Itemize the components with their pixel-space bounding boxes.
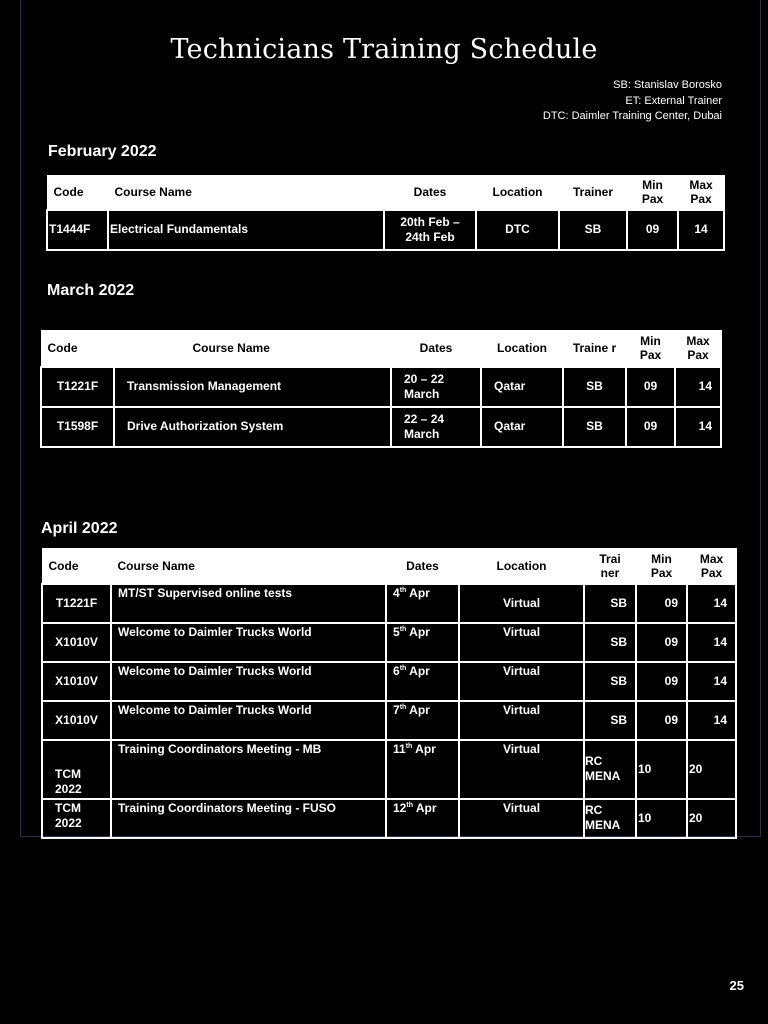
- cell-dates: 12th Apr: [386, 799, 459, 838]
- cell-min-pax: 09: [626, 367, 675, 407]
- header-code: Code: [41, 331, 114, 367]
- cell-trainer: SB: [584, 701, 636, 740]
- month-heading-march: March 2022: [47, 282, 135, 299]
- cell-code: T1598F: [41, 407, 114, 447]
- header-min-pax: Min Pax: [626, 331, 675, 367]
- schedule-table-march: [40, 330, 722, 448]
- cell-dates: 20th Feb – 24th Feb: [384, 210, 476, 250]
- header-max-pax: Max Pax: [675, 331, 721, 367]
- header-trainer: Trainer: [559, 176, 627, 210]
- cell-code: T1221F: [42, 584, 111, 623]
- cell-max-pax: 14: [687, 662, 736, 701]
- cell-code: TCM 2022: [42, 740, 111, 799]
- cell-trainer: RC MENA: [584, 799, 636, 838]
- cell-trainer: SB: [563, 367, 626, 407]
- header-trainer: Trai ner: [584, 549, 636, 584]
- table-row: [42, 701, 736, 740]
- cell-dates: 20 – 22 March: [391, 367, 481, 407]
- cell-code: X1010V: [42, 662, 111, 701]
- table-row: [42, 584, 736, 623]
- table-row: [42, 740, 736, 799]
- cell-max-pax: 14: [675, 367, 721, 407]
- cell-course-name: Training Coordinators Meeting - MB: [111, 740, 386, 799]
- header-code: Code: [42, 549, 111, 584]
- header-location: Location: [459, 549, 584, 584]
- cell-course-name: Training Coordinators Meeting - FUSO: [111, 799, 386, 838]
- table-row: [42, 799, 736, 838]
- header-min-pax: Min Pax: [636, 549, 687, 584]
- header-course-name: Course Name: [108, 176, 384, 210]
- cell-trainer: SB: [584, 623, 636, 662]
- cell-min-pax: 09: [636, 701, 687, 740]
- header-location: Location: [481, 331, 563, 367]
- month-heading-april: April 2022: [41, 520, 118, 537]
- cell-location: Virtual: [459, 623, 584, 662]
- header-course-name: Course Name: [111, 549, 386, 584]
- cell-course-name: Welcome to Daimler Trucks World: [111, 662, 386, 701]
- cell-max-pax: 20: [687, 740, 736, 799]
- header-max-pax: Max Pax: [678, 176, 724, 210]
- cell-location: DTC: [476, 210, 559, 250]
- cell-min-pax: 10: [636, 740, 687, 799]
- cell-min-pax: 09: [636, 662, 687, 701]
- header-min-pax: Min Pax: [627, 176, 678, 210]
- header-trainer: Traine r: [563, 331, 626, 367]
- cell-trainer: SB: [563, 407, 626, 447]
- legend-dtc: DTC: Daimler Training Center, Dubai: [542, 110, 722, 122]
- cell-trainer: SB: [584, 662, 636, 701]
- month-heading-february: February 2022: [48, 143, 157, 160]
- cell-max-pax: 14: [687, 584, 736, 623]
- cell-min-pax: 09: [636, 584, 687, 623]
- cell-course-name: Welcome to Daimler Trucks World: [111, 701, 386, 740]
- cell-max-pax: 14: [678, 210, 724, 250]
- cell-code: X1010V: [42, 701, 111, 740]
- header-max-pax: Max Pax: [687, 549, 736, 584]
- cell-course-name: MT/ST Supervised online tests: [111, 584, 386, 623]
- table-row: [42, 623, 736, 662]
- cell-location: Virtual: [459, 662, 584, 701]
- cell-course-name: Welcome to Daimler Trucks World: [111, 623, 386, 662]
- header-dates: Dates: [384, 176, 476, 210]
- cell-course-name: Electrical Fundamentals: [108, 210, 384, 250]
- cell-trainer: RC MENA: [584, 740, 636, 799]
- page-number: 25: [729, 978, 744, 993]
- cell-min-pax: 09: [626, 407, 675, 447]
- cell-dates: 4th Apr: [386, 584, 459, 623]
- cell-code: T1221F: [41, 367, 114, 407]
- cell-code: T1444F: [47, 210, 108, 250]
- table-row: [42, 662, 736, 701]
- cell-min-pax: 09: [636, 623, 687, 662]
- cell-dates: 6th Apr: [386, 662, 459, 701]
- table-row: [41, 407, 721, 447]
- cell-location: Qatar: [481, 407, 563, 447]
- cell-location: Virtual: [459, 584, 584, 623]
- cell-course-name: Transmission Management: [114, 367, 391, 407]
- table-header-row: [41, 331, 721, 367]
- table-header-row: [42, 549, 736, 584]
- cell-trainer: SB: [559, 210, 627, 250]
- trainer-legend: [543, 78, 722, 125]
- cell-max-pax: 14: [687, 701, 736, 740]
- table-header-row: [47, 176, 724, 210]
- cell-max-pax: 14: [687, 623, 736, 662]
- cell-max-pax: 20: [687, 799, 736, 838]
- header-code: Code: [47, 176, 108, 210]
- cell-dates: 5th Apr: [386, 623, 459, 662]
- table-row: [47, 210, 724, 250]
- page-title: Technicians Training Schedule: [170, 34, 598, 65]
- header-dates: Dates: [391, 331, 481, 367]
- header-dates: Dates: [386, 549, 459, 584]
- cell-location: Virtual: [459, 740, 584, 799]
- header-course-name: Course Name: [114, 331, 391, 367]
- cell-code: TCM 2022: [42, 799, 111, 838]
- cell-dates: 11th Apr: [386, 740, 459, 799]
- cell-course-name: Drive Authorization System: [114, 407, 391, 447]
- cell-location: Virtual: [459, 799, 584, 838]
- schedule-table-february: [46, 175, 725, 251]
- cell-min-pax: 10: [636, 799, 687, 838]
- cell-code: X1010V: [42, 623, 111, 662]
- legend-sb: SB: Stanislav Borosko: [613, 79, 722, 91]
- header-location: Location: [476, 176, 559, 210]
- cell-location: Qatar: [481, 367, 563, 407]
- cell-location: Virtual: [459, 701, 584, 740]
- schedule-table-april: [41, 548, 737, 839]
- cell-trainer: SB: [584, 584, 636, 623]
- cell-max-pax: 14: [675, 407, 721, 447]
- cell-dates: 7th Apr: [386, 701, 459, 740]
- legend-et: ET: External Trainer: [625, 94, 722, 107]
- cell-dates: 22 – 24 March: [391, 407, 481, 447]
- cell-min-pax: 09: [627, 210, 678, 250]
- table-row: [41, 367, 721, 407]
